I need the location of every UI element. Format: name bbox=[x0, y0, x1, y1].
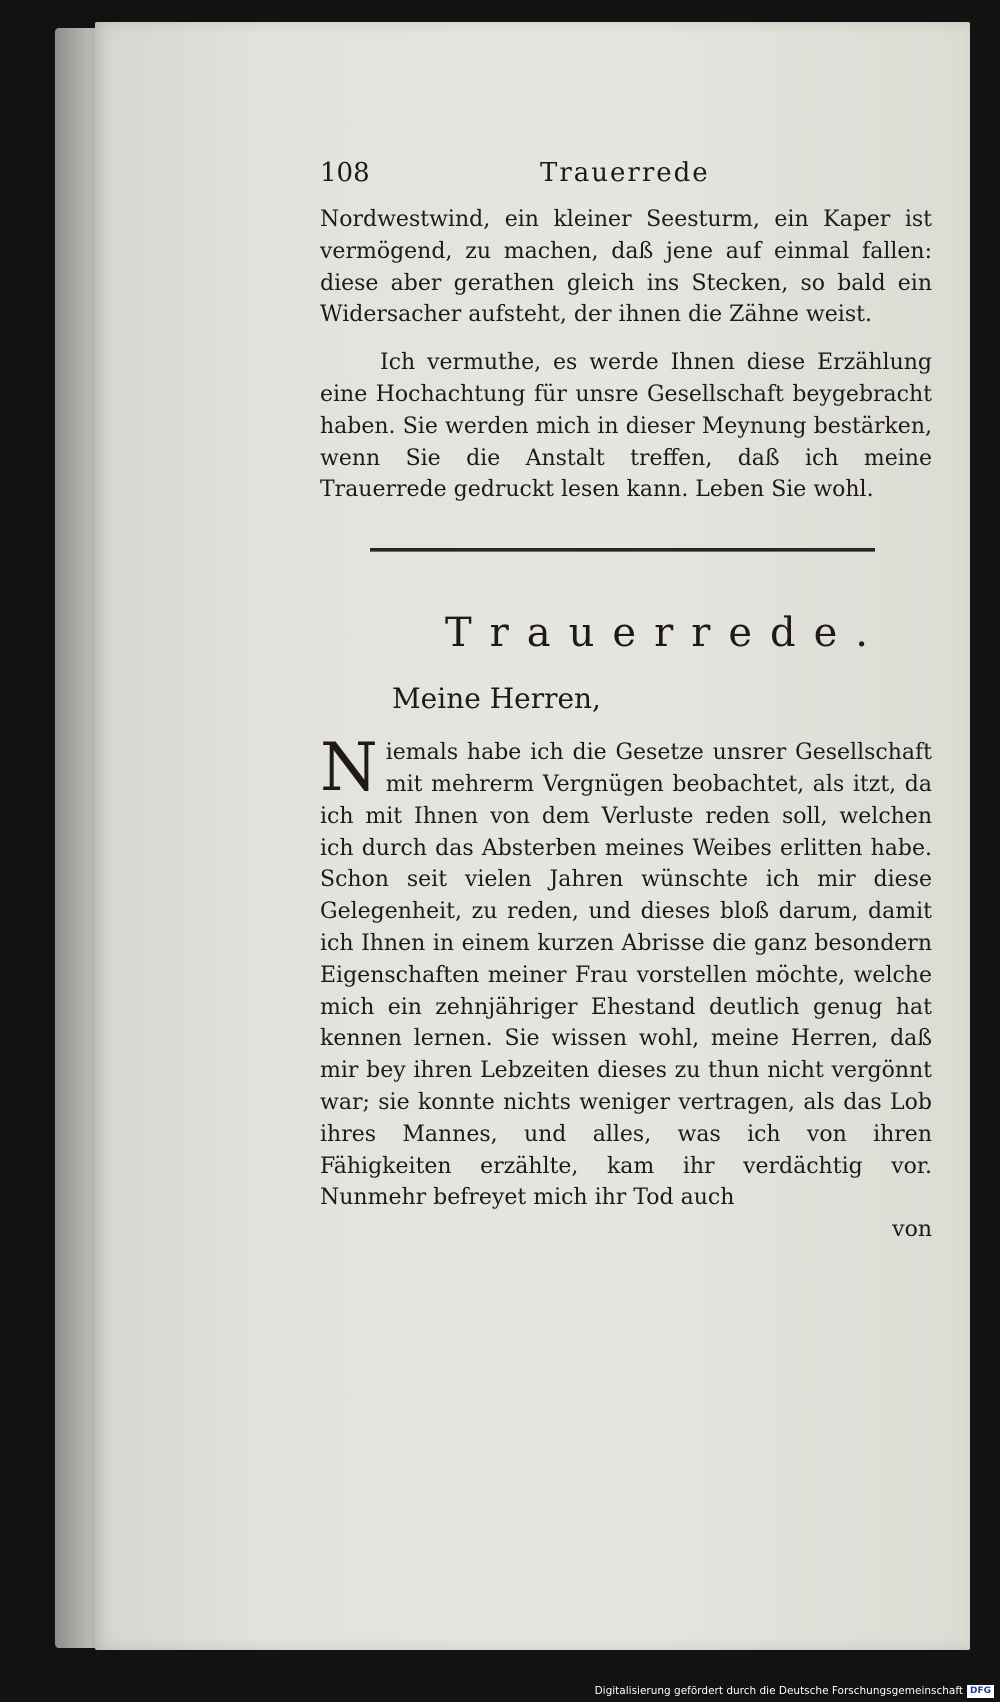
paragraph-continuation: Nordwestwind, ein kleiner Seesturm, ein Kaper ist vermögend, zu machen, daß jene auf einmal fallen: diese aber gerathen gleich ins Stecken, so bald ein Widersacher aufsteht, der ihnen die Zähne weist. bbox=[320, 207, 932, 328]
salutation: Meine Herren, bbox=[392, 682, 601, 716]
dfg-logo: DFG bbox=[967, 1685, 994, 1698]
running-head bbox=[320, 158, 932, 204]
section-title: Trauerrede. bbox=[445, 610, 886, 657]
divider-line bbox=[370, 548, 875, 552]
page-text bbox=[320, 158, 932, 1246]
funding-footer bbox=[594, 1682, 994, 1700]
paragraph-letter-close: Ich vermuthe, es werde Ihnen diese Erzählung eine Hochachtung für unsre Gesellschaft beygebracht haben. Sie werden mich in dieser Meynung bestärken, wenn Sie die Anstalt treffen, daß ich meine Trauerrede gedruckt lesen kann. Leben Sie wohl. bbox=[320, 350, 932, 503]
page-number: 108 bbox=[320, 158, 370, 188]
drop-cap: N bbox=[320, 729, 378, 807]
body-paragraph bbox=[320, 729, 932, 1214]
divider-rule bbox=[370, 548, 875, 552]
catchword: von bbox=[892, 1217, 932, 1243]
running-title: Trauerrede bbox=[540, 158, 710, 188]
body-text: iemals habe ich die Gesetze unsrer Gesellschaft mit mehrerm Vergnügen beobachtet, als itzt, da ich mit Ihnen von dem Verluste reden soll, welchen ich durch das Absterben meines Weibes erlitten habe. Schon seit vielen Jahren wünschte ich mir diese Gelegenheit, zu reden, und dieses bloß darum, damit ich Ihnen in einem kurzen Abrisse die ganz besondern Eigenschaften meiner Frau vorstellen möchte, welche mich ein zehnjähriger Ehestand deutlich genug hat kennen lernen. Sie wissen wohl, meine Herren, daß mir bey ihren Lebzeiten dieses zu thun nicht vergönnt war; sie konnte nichts weniger vertragen, als das Lob ihres Mannes, und alles, was ich von ihren Fähigkeiten erzählte, kam ihr verdächtig vor. Nunmehr befreyet mich ihr Tod auch bbox=[320, 740, 932, 1211]
footer-text: Digitalisierung gefördert durch die Deutsche Forschungsgemeinschaft bbox=[594, 1685, 963, 1697]
